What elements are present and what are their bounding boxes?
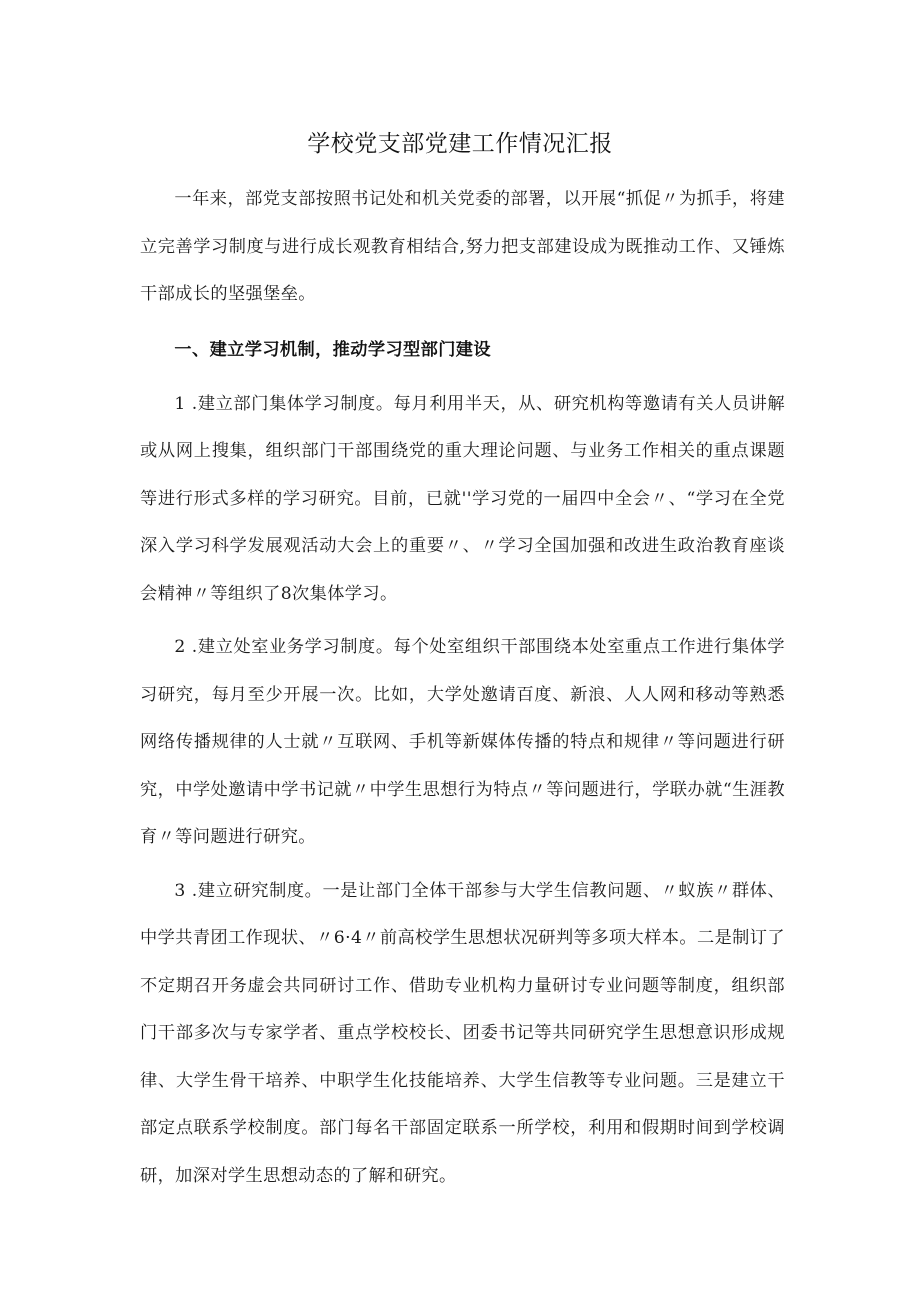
document-title: 学校党支部党建工作情况汇报 [307,131,613,157]
item-paragraph-2: 2 .建立处室业务学习制度。每个处室组织干部围绕本处室重点工作进行集体学习研究，每月至少开展一次。比如，大学处邀请百度、新浪、人人网和移动等熟悉网络传播规律的人士就〃互联网、手机等新媒体传播的特点和规律〃等问题进行研究，中学处邀请中学书记就〃中学生思想行为特点〃等问题进行，学联办就“生涯教育〃等问题进行研究。 [140,637,785,847]
section-heading: 一、建立学习机制，推动学习型部门建设 [174,339,491,360]
item-paragraph-1: 1 .建立部门集体学习制度。每月利用半天，从、研究机构等邀请有关人员讲解或从网上搜集，组织部门干部围绕党的重大理论问题、与业务工作相关的重点课题等进行形式多样的学习研究。目前，已就''学习党的一届四中全会〃、“学习在全党深入学习科学发展观活动大会上的重要〃、〃学习全国加强和改进生政治教育座谈会精神〃等组织了8次集体学习。 [140,393,785,604]
intro-paragraph: 一年来，部党支部按照书记处和机关党委的部署，以开展“抓促〃为抓手，将建立完善学习制度与进行成长观教育相结合,努力把支部建设成为既推动工作、又锤炼干部成长的坚强堡垒。 [140,189,785,304]
document-body [140,176,785,1206]
item-paragraph-3: 3 .建立研究制度。一是让部门全体干部参与大学生信教问题、〃蚁族〃群体、中学共青团工作现状、〃6·4〃前高校学生思想状况研判等多项大样本。二是制订了不定期召开务虚会共同研讨工作、借助专业机构力量研讨专业问题等制度，组织部门干部多次与专家学者、重点学校校长、团委书记等共同研究学生思想意识形成规律、大学生骨干培养、中职学生化技能培养、大学生信教等专业问题。三是建立干部定点联系学校制度。部门每名干部固定联系一所学校，利用和假期时间到学校调研，加深对学生思想动态的了解和研究。 [140,880,785,1186]
